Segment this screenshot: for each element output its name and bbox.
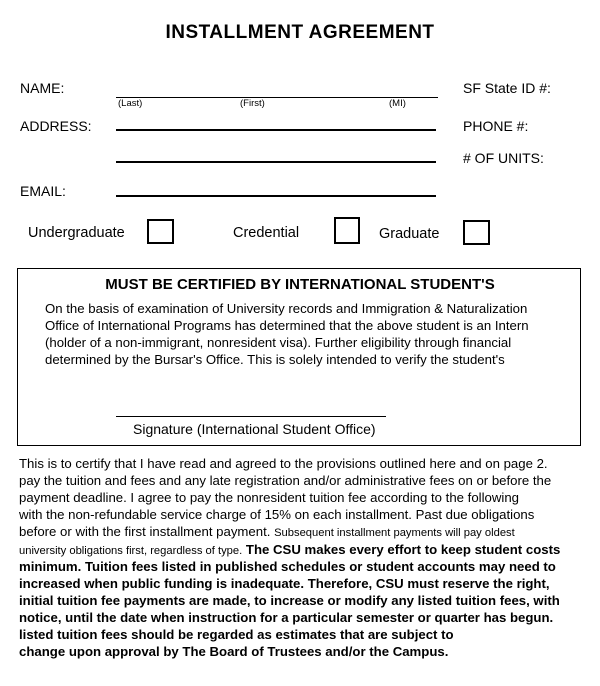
sf-state-id-label: SF State ID #: bbox=[463, 80, 551, 96]
credential-checkbox[interactable] bbox=[334, 217, 360, 244]
agreement-line: pay the tuition and fees and any late registration and/or administrative fees on or before the bbox=[19, 472, 552, 488]
agreement-bold-text: The CSU makes every effort to keep student costs bbox=[245, 541, 561, 557]
name-label: NAME: bbox=[20, 80, 65, 96]
agreement-line: initial tuition fee payments are made, to increase or modify any listed tuition fees, with bbox=[19, 593, 560, 609]
agreement-line bbox=[19, 542, 589, 560]
agreement-line: minimum. Tuition fees listed in published schedules or student accounts may need to bbox=[19, 559, 556, 575]
certification-line: determined by the Bursar's Office. This is solely intended to verify the student's bbox=[45, 352, 505, 367]
agreement-line: change upon approval by The Board of Trustees and/or the Campus. bbox=[19, 643, 449, 659]
graduate-label: Graduate bbox=[379, 226, 440, 242]
agreement-text bbox=[19, 456, 589, 661]
agreement-line: notice, until the date when instruction for a particular semester or quarter has begun. bbox=[19, 610, 554, 626]
document-title: INSTALLMENT AGREEMENT bbox=[165, 22, 435, 43]
agreement-line: payment deadline. I agree to pay the nonresident tuition fee according to the following bbox=[19, 489, 519, 505]
units-label: # OF UNITS: bbox=[463, 150, 544, 166]
address-label: ADDRESS: bbox=[20, 118, 92, 134]
agreement-line: listed tuition fees should be regarded as estimates that are subject to bbox=[19, 627, 454, 643]
phone-label: PHONE #: bbox=[463, 118, 529, 134]
agreement-line: This is to certify that I have read and agreed to the provisions outlined here and on page 2. bbox=[19, 456, 548, 471]
agreement-line: with the non-refundable service charge of 15% on each installment. Past due obligations bbox=[19, 506, 535, 522]
agreement-text-span: before or with the first installment payment. bbox=[19, 523, 271, 539]
email-field[interactable] bbox=[116, 195, 436, 197]
address-field-line-2[interactable] bbox=[116, 161, 436, 163]
address-field-line-1[interactable] bbox=[116, 129, 436, 131]
signature-label: Signature (International Student Office) bbox=[133, 421, 376, 437]
graduate-checkbox[interactable] bbox=[463, 220, 490, 245]
certification-line: (holder of a non-immigrant, nonresident visa). Further eligibility through financial bbox=[45, 335, 512, 350]
certification-line: Office of International Programs has determined that the above student is an Intern bbox=[45, 318, 529, 333]
agreement-small-text: university obligations first, regardless of type. bbox=[19, 544, 243, 557]
certification-heading: MUST BE CERTIFIED BY INTERNATIONAL STUDENT'S bbox=[105, 276, 495, 293]
agreement-line: increased when public funding is inadequate. Therefore, CSU must reserve the right, bbox=[19, 576, 550, 592]
credential-label: Credential bbox=[233, 225, 300, 241]
certification-paragraph bbox=[45, 300, 565, 368]
email-label: EMAIL: bbox=[20, 183, 66, 199]
undergraduate-label: Undergraduate bbox=[28, 225, 125, 241]
agreement-line bbox=[19, 524, 589, 542]
middle-initial-sublabel: (MI) bbox=[389, 98, 406, 109]
last-name-sublabel: (Last) bbox=[118, 98, 143, 109]
undergraduate-checkbox[interactable] bbox=[147, 219, 174, 244]
agreement-small-text: Subsequent installment payments will pay oldest bbox=[274, 526, 515, 539]
first-name-sublabel: (First) bbox=[240, 98, 265, 109]
certification-line: On the basis of examination of University records and Immigration & Naturalization bbox=[45, 301, 528, 316]
signature-line[interactable] bbox=[116, 416, 386, 417]
